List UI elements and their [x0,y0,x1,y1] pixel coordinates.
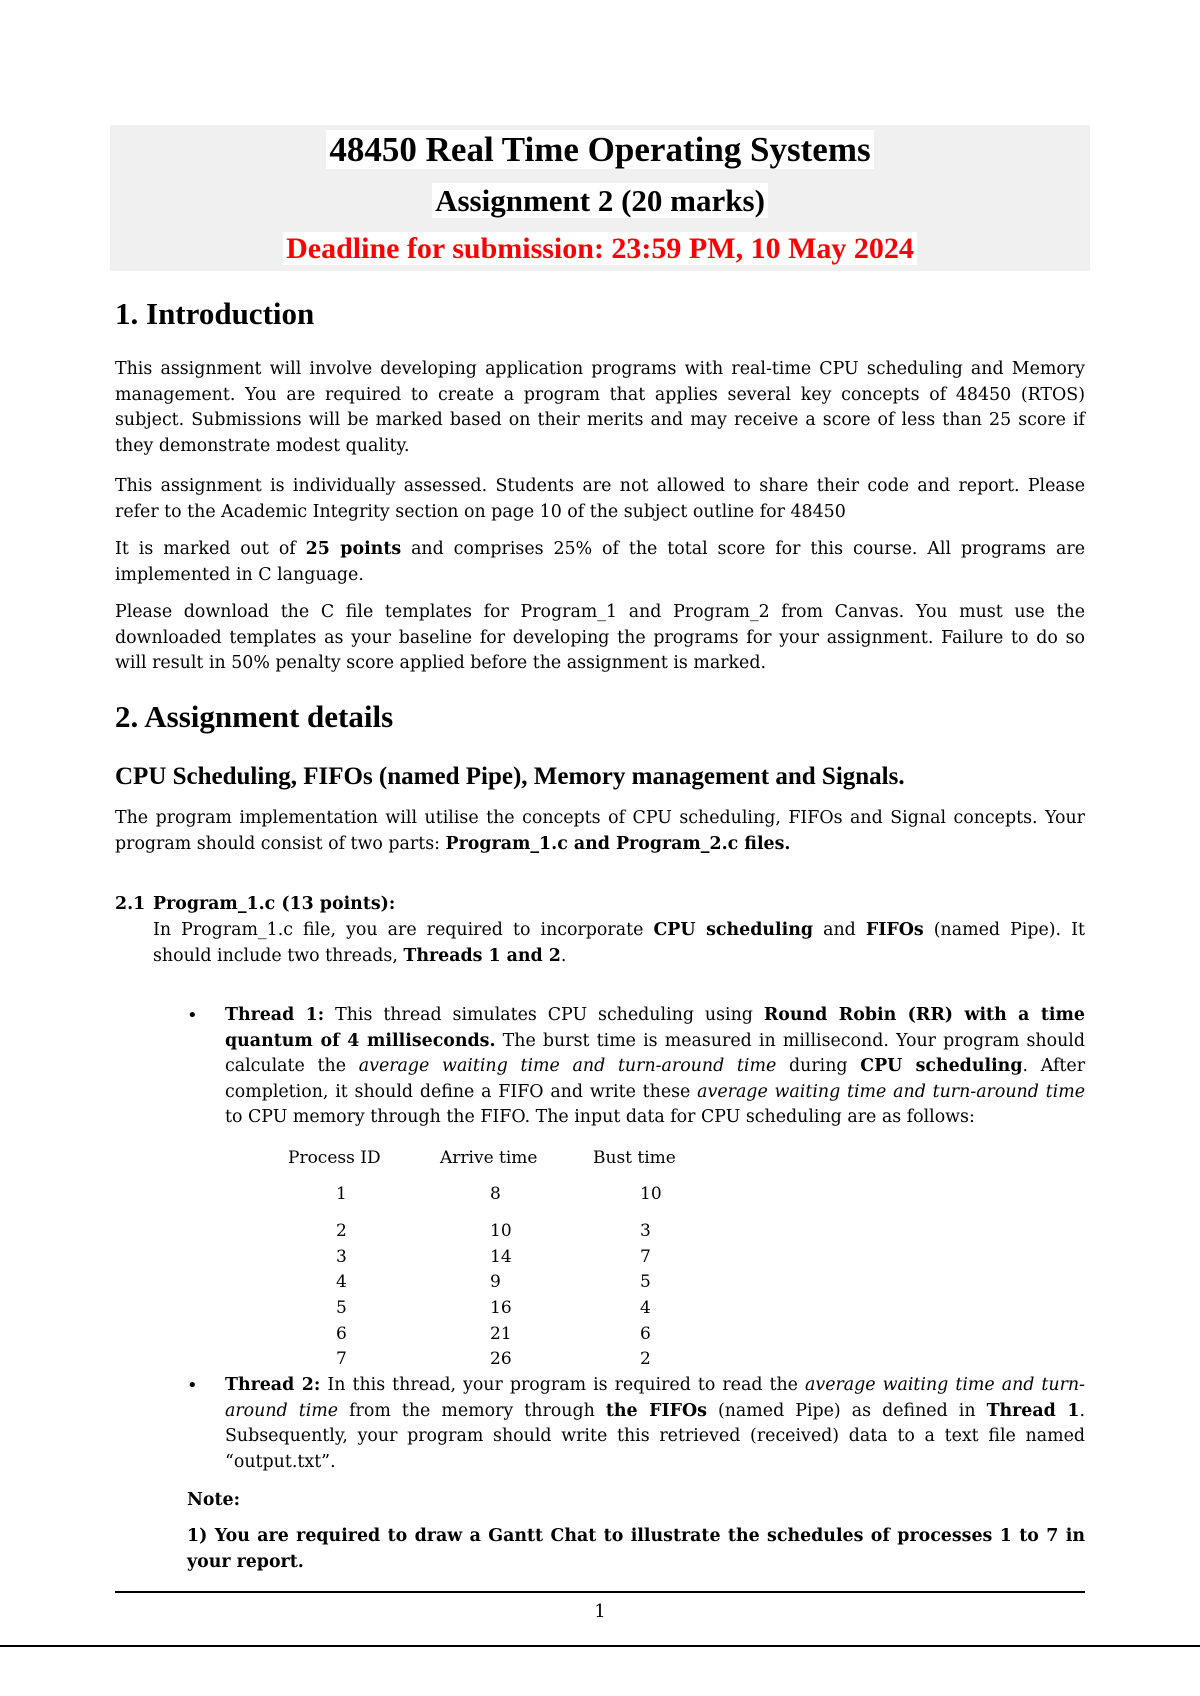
cell-process-id: 1 [336,1184,347,1204]
cell-arrive-time: 9 [490,1272,501,1292]
cell-burst-time: 4 [640,1298,651,1318]
cell-process-id: 3 [336,1247,347,1267]
table-row [288,1181,728,1207]
table-header-row [288,1145,728,1171]
footer-divider [115,1591,1085,1593]
cell-arrive-time: 8 [490,1184,501,1204]
intro-paragraph-4: Please download the C file templates for Program_1 and Program_2 from Canvas. You must use the downloaded templates as your baseline for developing the programs for your assignment. Failure to do so will result in 50% penalty score applied before the assignment is marked. [115,602,1085,673]
intro-heading: 1. Introduction [115,296,315,331]
deadline: Deadline for submission: 23:59 PM, 10 May 2024 [110,228,1090,270]
details-paragraph: The program implementation will utilise the concepts of CPU scheduling, FIFOs and Signal concepts. Your program should consist of two parts: Program_1.c and Program_2.c files. [115,808,1085,854]
cell-burst-time: 5 [640,1272,651,1292]
note-label: Note: [187,1490,241,1510]
header-arrive-time: Arrive time [440,1148,538,1168]
cell-arrive-time: 10 [490,1221,512,1241]
table-row [288,1321,728,1347]
cell-arrive-time: 14 [490,1247,512,1267]
cell-burst-time: 6 [640,1324,651,1344]
intro-paragraph-1: This assignment will involve developing application programs with real-time CPU scheduling and Memory management. You are required to create a program that applies several key concepts of 48450 (RTOS) subject. Submissions will be marked based on their merits and may receive a score of less than 25 score if they demonstrate modest quality. [115,359,1085,456]
table-row [288,1346,728,1372]
bullet-icon: • [187,1375,198,1396]
table-row [288,1244,728,1270]
header-process-id: Process ID [288,1148,381,1168]
assignment-title: Assignment 2 (20 marks) [110,179,1090,223]
course-title: 48450 Real Time Operating Systems [110,125,1090,175]
intro-paragraph-2: This assignment is individually assessed. Students are not allowed to share their code and report. Please refer to the Academic Integrity section on page 10 of the subject outline for 48450 [115,476,1085,522]
cell-burst-time: 10 [640,1184,662,1204]
thread-2-paragraph: Thread 2: In this thread, your program is required to read the average waiting time and turn-around time from the memory through the FIFOs (named Pipe) as defined in Thread 1. Subsequently, your program should write this retrieved (received) data to a text file named “output.txt”. [225,1375,1086,1472]
note-text: 1) You are required to draw a Gantt Chat to illustrate the schedules of processes 1 to 7 in your report. [187,1526,1085,1572]
page-number: 1 [594,1601,606,1622]
cell-process-id: 5 [336,1298,347,1318]
thread-1-paragraph: Thread 1: This thread simulates CPU scheduling using Round Robin (RR) with a time quantum of 4 milliseconds. The burst time is measured in millisecond. Your program should calculate the average waiting time and turn-around time during CPU scheduling. After completion, it should define a FIFO and write these average waiting time and turn-around time to CPU memory through the FIFO. The input data for CPU scheduling are as follows: [225,1005,1086,1127]
cell-arrive-time: 21 [490,1324,512,1344]
table-row [288,1269,728,1295]
cell-process-id: 2 [336,1221,347,1241]
intro-paragraph-3: It is marked out of 25 points and comprises 25% of the total score for this course. All programs are implemented in C language. [115,539,1085,585]
details-heading: 2. Assignment details [115,699,394,734]
page-bottom-border [0,1645,1200,1647]
section-2-1-paragraph: In Program_1.c file, you are required to incorporate CPU scheduling and FIFOs (named Pipe). It should include two threads, Threads 1 and 2. [153,920,1085,966]
table-row [288,1295,728,1321]
cell-process-id: 7 [336,1349,347,1369]
header-burst-time: Bust time [593,1148,676,1168]
bullet-icon: • [187,1005,198,1026]
table-row [288,1218,728,1244]
title-block [110,125,1090,271]
cell-process-id: 6 [336,1324,347,1344]
cell-burst-time: 3 [640,1221,651,1241]
cell-arrive-time: 26 [490,1349,512,1369]
details-subheading: CPU Scheduling, FIFOs (named Pipe), Memory management and Signals. [115,763,905,790]
cell-arrive-time: 16 [490,1298,512,1318]
cell-burst-time: 2 [640,1349,651,1369]
cell-burst-time: 7 [640,1247,651,1267]
section-2-1-heading: 2.1 Program_1.c (13 points): [115,894,396,914]
cell-process-id: 4 [336,1272,347,1292]
